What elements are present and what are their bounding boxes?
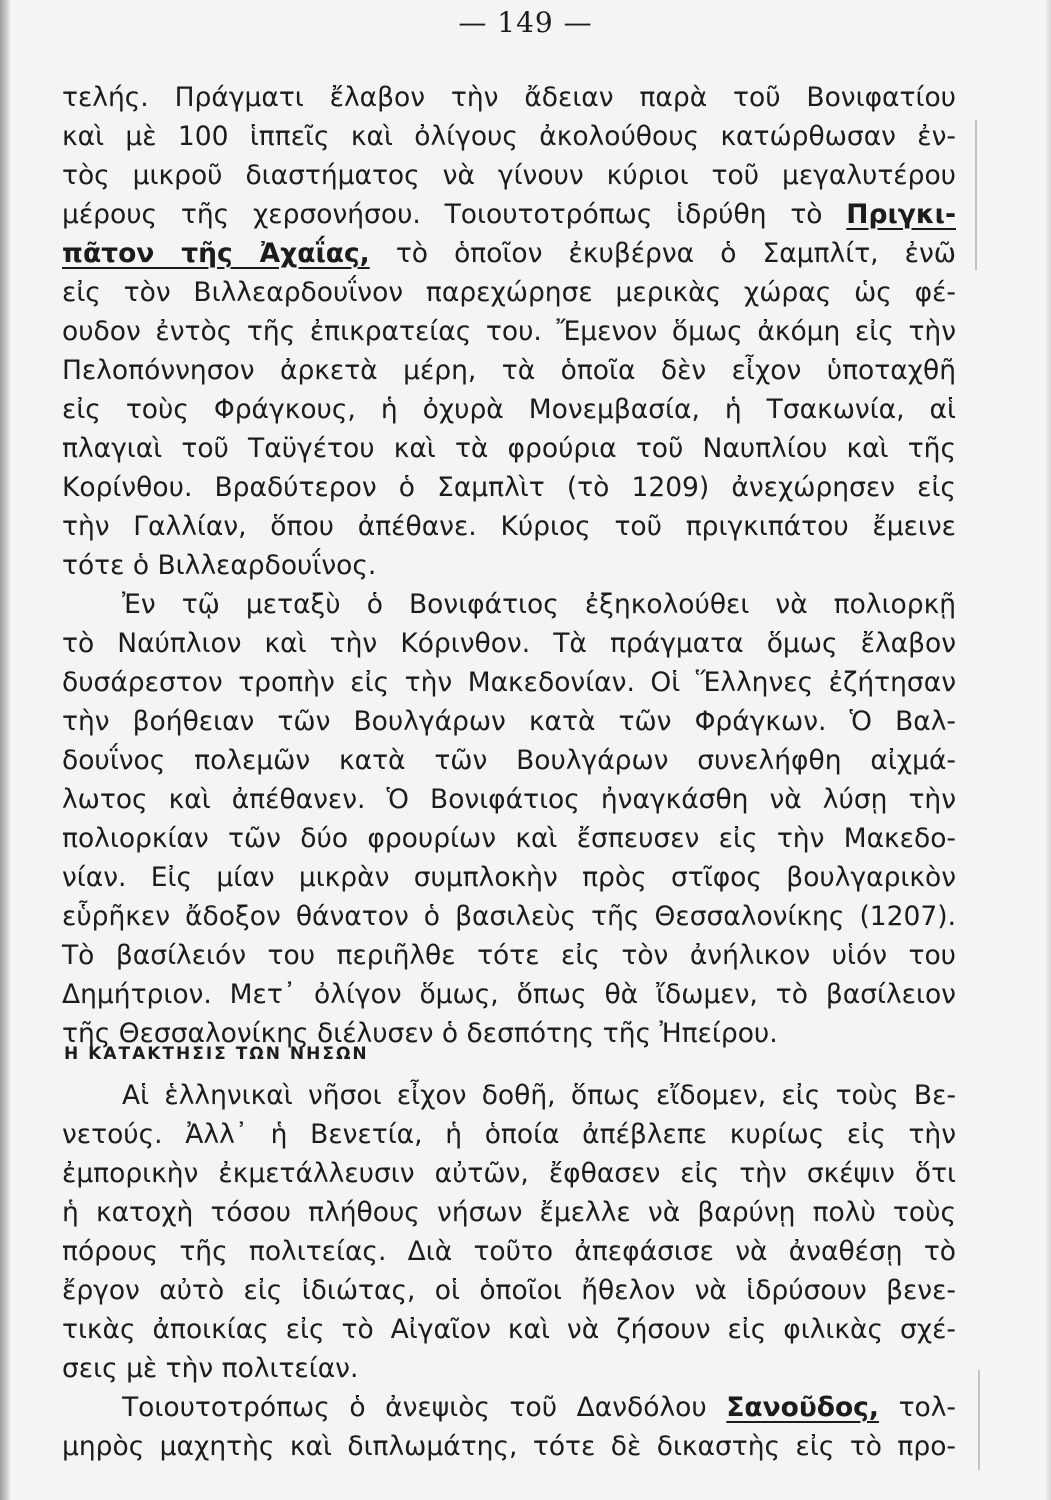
text-line: ουδον ἐντὸς τῆς ἐπικρατείας του. Ἔμενον ὅμως ἀκόμη εἰς τὴν: [62, 316, 956, 347]
text-line: τὴν Γαλλίαν, ὅπου ἀπέθανε. Κύριος τοῦ πριγκιπάτου ἔμεινε: [62, 511, 956, 542]
text-line: ἐμπορικὴν ἐκμετάλλευσιν αὐτῶν, ἔφθασεν εἰς τὴν σκέψιν ὅτι: [62, 1158, 956, 1189]
page-number: — 149 —: [458, 6, 593, 39]
text-line: πλαγιαὶ τοῦ Ταϋγέτου καὶ τὰ φρούρια τοῦ Ναυπλίου καὶ τῆς: [62, 433, 956, 464]
page-edge: [1045, 0, 1051, 1500]
bold-term-sanoudos: Σανοῦδος,: [726, 1392, 879, 1423]
text-line: Πελοπόννησον ἀρκετὰ μέρη, τὰ ὁποῖα δὲν εἶχον ὑποταχθῆ: [62, 355, 956, 386]
text-line: λωτος καὶ ἀπέθανεν. Ὁ Βονιφάτιος ἠναγκάσθη νὰ λύσῃ τὴν: [62, 784, 956, 815]
bold-term-achaia: πᾶτον τῆς Ἀχαΐας,: [62, 238, 370, 269]
text-line: τὸ Ναύπλιον καὶ τὴν Κόρινθον. Τὰ πράγματα ὅμως ἔλαβον: [62, 628, 956, 659]
text-line: τελής. Πράγματι ἔλαβον τὴν ἄδειαν παρὰ τοῦ Βονιφατίου: [62, 82, 956, 113]
text-line: δουΐνος πολεμῶν κατὰ τῶν Βουλγάρων συνελήφθη αἰχμά-: [62, 745, 956, 776]
text-line: πολιορκίαν τῶν δύο φρουρίων καὶ ἔσπευσεν εἰς τὴν Μακεδο-: [62, 823, 956, 854]
text-line: νίαν. Εἰς μίαν μικρὰν συμπλοκὴν πρὸς στῖφος βουλγαρικὸν: [62, 862, 956, 893]
text-line: νετούς. Ἀλλ᾽ ἡ Βενετία, ἡ ὁποία ἀπέβλεπε κυρίως εἰς τὴν: [62, 1119, 956, 1150]
text-line: ἡ κατοχὴ τόσου πλήθους νήσων ἔμελλε νὰ βαρύνῃ πολὺ τοὺς: [62, 1197, 956, 1228]
section-heading: Η ΚΑΤΑΚΤΗΣΙΣ ΤΩΝ ΝΗΣΩΝ: [64, 1044, 369, 1064]
text-line: τικὰς ἀποικίας εἰς τὸ Αἰγαῖον καὶ νὰ ζήσουν εἰς φιλικὰς σχέ-: [62, 1314, 956, 1345]
text-line: εἰς τοὺς Φράγκους, ἡ ὀχυρὰ Μονεμβασία, ἡ Τσακωνία, αἱ: [62, 394, 956, 425]
pencil-margin-mark: [978, 1370, 980, 1470]
text-line: πόρους τῆς πολιτείας. Διὰ τοῦτο ἀπεφάσισε νὰ ἀναθέσῃ τὸ: [62, 1236, 956, 1267]
text-line: Δημήτριον. Μετ᾽ ὀλίγον ὅμως, ὅπως θὰ ἴδωμεν, τὸ βασίλειον: [62, 979, 956, 1010]
text-span: μέρους τῆς χερσονήσου. Τοιουτοτρόπως ἱδρύθη τὸ: [62, 199, 823, 230]
text-line: τὴν βοήθειαν τῶν Βουλγάρων κατὰ τῶν Φράγκων. Ὁ Βαλ-: [62, 706, 956, 737]
text-line: [62, 195, 956, 235]
text-line: δυσάρεστον τροπὴν εἰς τὴν Μακεδονίαν. Οἱ Ἕλληνες ἐζήτησαν: [62, 667, 956, 698]
text-line: εὗρῆκεν ἄδοξον θάνατον ὁ βασιλεὺς τῆς Θεσσαλονίκης (1207).: [62, 901, 956, 932]
text-line: Τὸ βασίλειόν του περιῆλθε τότε εἰς τὸν ἀνήλικον υἱόν του: [62, 940, 956, 971]
text-line: μηρὸς μαχητὴς καὶ διπλωμάτης, τότε δὲ δικαστὴς εἰς τὸ προ-: [62, 1431, 956, 1462]
text-line: [62, 234, 956, 274]
text-line: Αἱ ἑλληνικαὶ νῆσοι εἶχον δοθῆ, ὅπως εἴδομεν, εἰς τοὺς Βε-: [122, 1080, 956, 1111]
bold-term-principality: Πριγκι-: [846, 199, 956, 230]
text-line: τὸς μικροῦ διαστήματος νὰ γίνουν κύριοι τοῦ μεγαλυτέρου: [62, 160, 956, 191]
page-binding-shadow: [0, 0, 10, 1500]
text-line: Ἐν τῷ μεταξὺ ὁ Βονιφάτιος ἐξηκολούθει νὰ πολιορκῇ: [122, 589, 956, 620]
text-line: τότε ὁ Βιλλεαρδουΐνος.: [62, 550, 377, 581]
text-line: ἔργον αὐτὸ εἰς ἰδιώτας, οἱ ὁποῖοι ἤθελον νὰ ἱδρύσουν βενε-: [62, 1275, 956, 1306]
text-line: σεις μὲ τὴν πολιτείαν.: [62, 1353, 359, 1384]
text-line: τῆς Θεσσαλονίκης διέλυσεν ὁ δεσπότης τῆς Ἠπείρου.: [62, 1018, 778, 1049]
text-span: τὸ ὁποῖον ἐκυβέρνα ὁ Σαμπλίτ, ἐνῶ: [395, 238, 956, 269]
text-span: Τοιουτοτρόπως ὁ ἀνεψιὸς τοῦ Δανδόλου: [122, 1392, 707, 1423]
pencil-margin-mark: [975, 120, 977, 270]
text-line: [122, 1388, 956, 1428]
text-span: τολ-: [898, 1392, 956, 1423]
text-line: καὶ μὲ 100 ἱππεῖς καὶ ὀλίγους ἀκολούθους κατώρθωσαν ἐν-: [62, 121, 956, 152]
text-line: εἰς τὸν Βιλλεαρδουΐνον παρεχώρησε μερικὰς χώρας ὡς φέ-: [62, 277, 956, 308]
text-line: Κορίνθου. Βραδύτερον ὁ Σαμπλὶτ (τὸ 1209) ἀνεχώρησεν εἰς: [62, 472, 956, 503]
